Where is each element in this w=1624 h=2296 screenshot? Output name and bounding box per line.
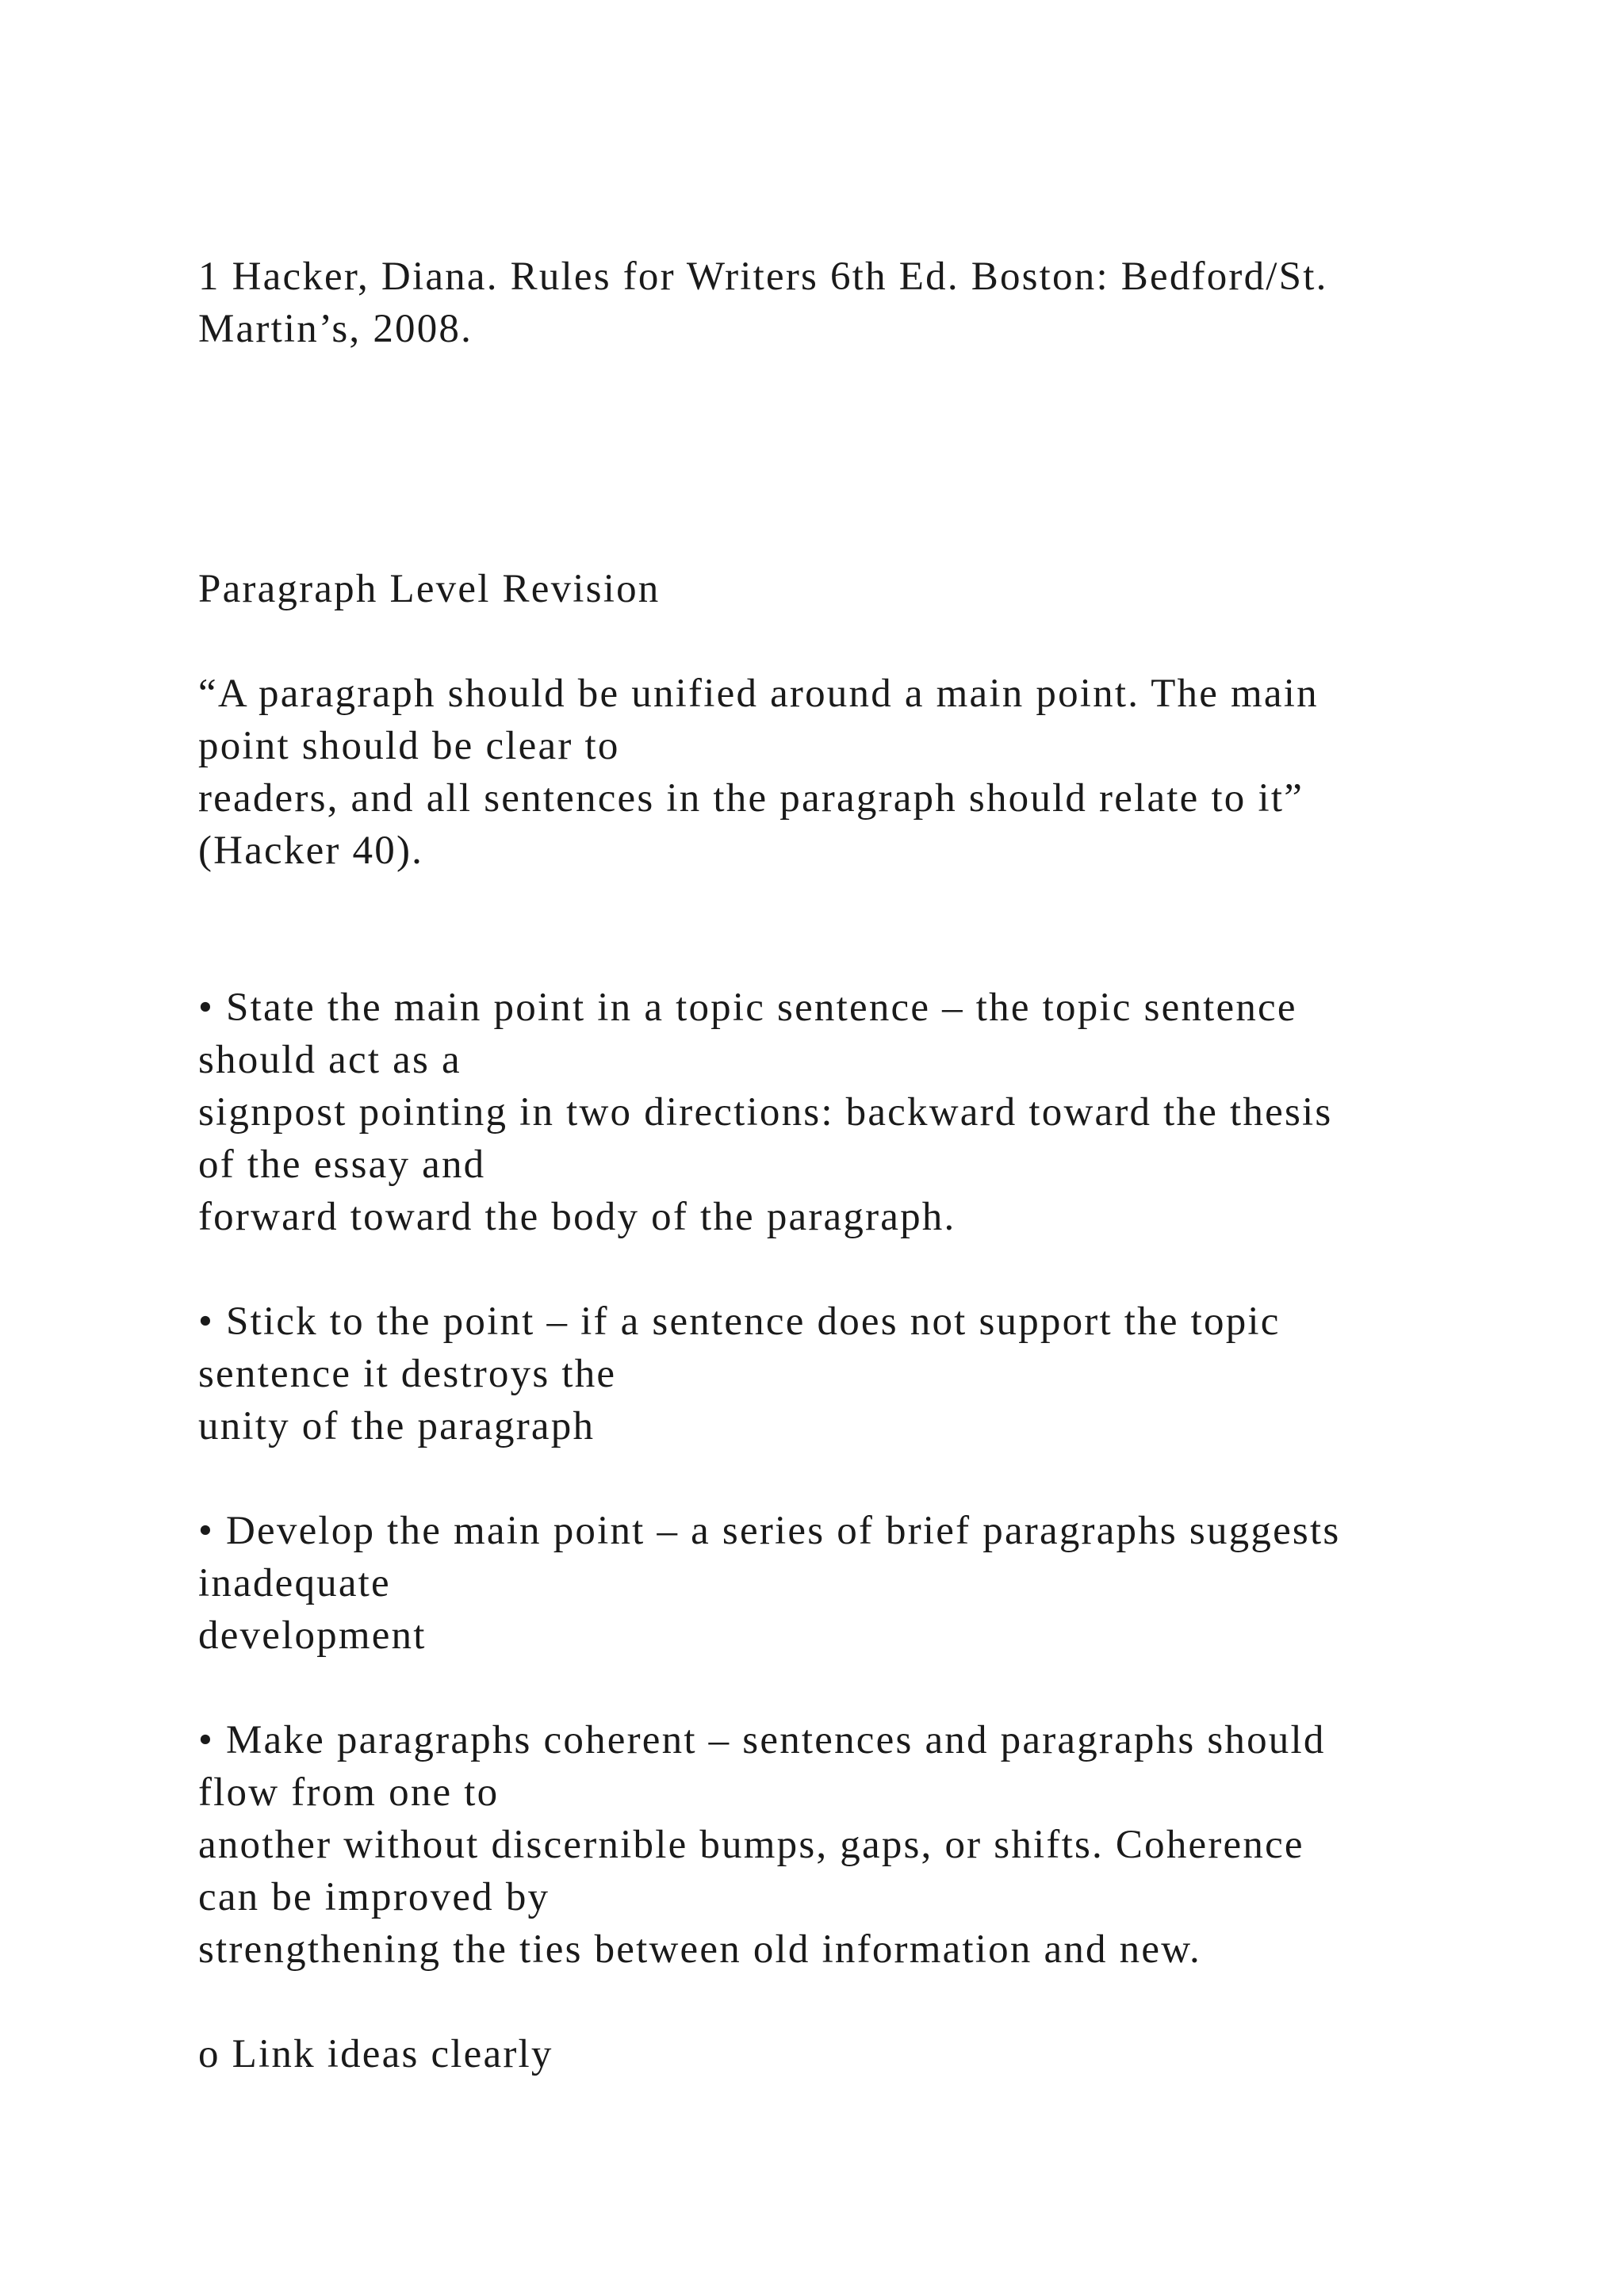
section-heading: Paragraph Level Revision [198, 567, 661, 611]
bullet-1-line-2: should act as a [198, 1038, 462, 1082]
bullet-1-line-5: forward toward the body of the paragraph. [198, 1195, 956, 1239]
bullet-1-line-3: signpost pointing in two directions: backward toward the thesis [198, 1090, 1333, 1135]
bullet-4-line-1: • Make paragraphs coherent – sentences and paragraphs should [198, 1718, 1326, 1762]
bullet-3-line-3: development [198, 1613, 427, 1658]
quote-line-1: “A paragraph should be unified around a main point. The main [198, 672, 1319, 716]
bullet-4-line-2: flow from one to [198, 1770, 500, 1815]
bullet-3-line-1: • Develop the main point – a series of brief paragraphs suggests [198, 1509, 1341, 1553]
bullet-4-line-5: strengthening the ties between old information and new. [198, 1927, 1201, 1972]
bullet-1-line-4: of the essay and [198, 1142, 486, 1187]
sub-bullet-line: o Link ideas clearly [198, 2032, 553, 2076]
citation-line-2: Martin’s, 2008. [198, 307, 473, 351]
bullet-2-line-1: • Stick to the point – if a sentence does not support the topic [198, 1299, 1281, 1344]
quote-line-3: readers, and all sentences in the paragraph should relate to it” [198, 776, 1304, 821]
bullet-4-line-3: another without discernible bumps, gaps, or shifts. Coherence [198, 1823, 1304, 1867]
bullet-2-line-3: unity of the paragraph [198, 1404, 596, 1448]
quote-line-2: point should be clear to [198, 724, 620, 768]
quote-line-4: (Hacker 40). [198, 828, 424, 873]
citation-line-1: 1 Hacker, Diana. Rules for Writers 6th Ed. Boston: Bedford/St. [198, 254, 1328, 299]
bullet-3-line-2: inadequate [198, 1561, 391, 1605]
bullet-2-line-2: sentence it destroys the [198, 1352, 617, 1396]
bullet-4-line-4: can be improved by [198, 1875, 550, 1919]
bullet-1-line-1: • State the main point in a topic sentence – the topic sentence [198, 985, 1297, 1030]
